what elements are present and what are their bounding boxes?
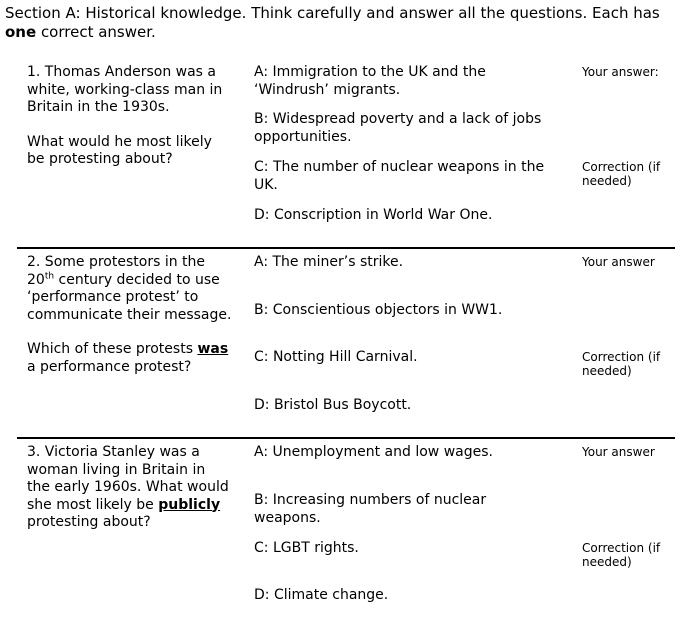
question-2-option-d[interactable]: D: Bristol Bus Boycott. — [254, 397, 412, 413]
question-3-option-d[interactable]: D: Climate change. — [254, 587, 389, 603]
section-header — [5, 4, 695, 42]
question-1-text: 1. Thomas Anderson was a white, working-class man in Britain in the 1930s. — [27, 64, 223, 115]
question-2 — [27, 254, 232, 376]
question-3-correction-label: Correction (if needed) — [582, 541, 661, 569]
question-1-correction-label: Correction (if needed) — [582, 160, 661, 188]
question-2-option-b[interactable]: B: Conscientious objectors in WW1. — [254, 302, 503, 318]
divider-1 — [17, 247, 675, 249]
divider-2 — [17, 437, 675, 439]
question-2-prompt-end: a performance protest? — [27, 358, 192, 375]
question-1-option-a[interactable]: A: Immigration to the UK and the ‘Windrush’ migrants. — [254, 64, 486, 98]
question-1 — [27, 64, 232, 169]
question-1-option-c[interactable]: C: The number of nuclear weapons in the UK. — [254, 159, 545, 193]
question-2-prompt — [27, 341, 232, 376]
question-3-text-start: 3. Victoria Stanley was a woman living in Britain in the early 1960s. What would she most likely be — [27, 444, 229, 513]
question-3-option-a[interactable]: A: Unemployment and low wages. — [254, 444, 493, 460]
question-2-correction-label: Correction (if needed) — [582, 350, 661, 378]
question-3-option-c[interactable]: C: LGBT rights. — [254, 540, 359, 556]
question-2-option-c[interactable]: C: Notting Hill Carnival. — [254, 349, 418, 365]
question-1-option-d[interactable]: D: Conscription in World War One. — [254, 207, 493, 223]
header-text-end: correct answer. — [36, 23, 156, 41]
question-1-prompt: What would he most likely be protesting about? — [27, 133, 212, 167]
question-3-answer-label: Your answer — [582, 445, 655, 459]
question-2-text-end: century decided to use ‘performance protest’ to communicate their message. — [27, 271, 232, 323]
header-text: Section A: Historical knowledge. Think carefully and answer all the questions. Each has — [5, 4, 660, 22]
question-2-text-sup: th — [44, 270, 55, 281]
question-2-prompt-emphasis: was — [197, 341, 229, 357]
question-2-text — [27, 254, 232, 324]
question-2-prompt-start: Which of these protests — [27, 341, 198, 357]
header-bold-word: one — [5, 23, 37, 41]
question-3 — [27, 444, 232, 532]
question-1-answer-label: Your answer: — [582, 65, 659, 79]
question-3-text-end: protesting about? — [27, 514, 151, 530]
question-3-text-emphasis: publicly — [158, 496, 221, 513]
question-3-text — [27, 444, 232, 532]
question-2-option-a[interactable]: A: The miner’s strike. — [254, 254, 404, 270]
question-2-answer-label: Your answer — [582, 255, 655, 269]
question-2-text-start: 2. Some protestors in the 20 — [27, 254, 206, 288]
question-3-option-b[interactable]: B: Increasing numbers of nuclear weapons. — [254, 492, 487, 526]
question-1-option-b[interactable]: B: Widespread poverty and a lack of jobs opportunities. — [254, 111, 542, 145]
